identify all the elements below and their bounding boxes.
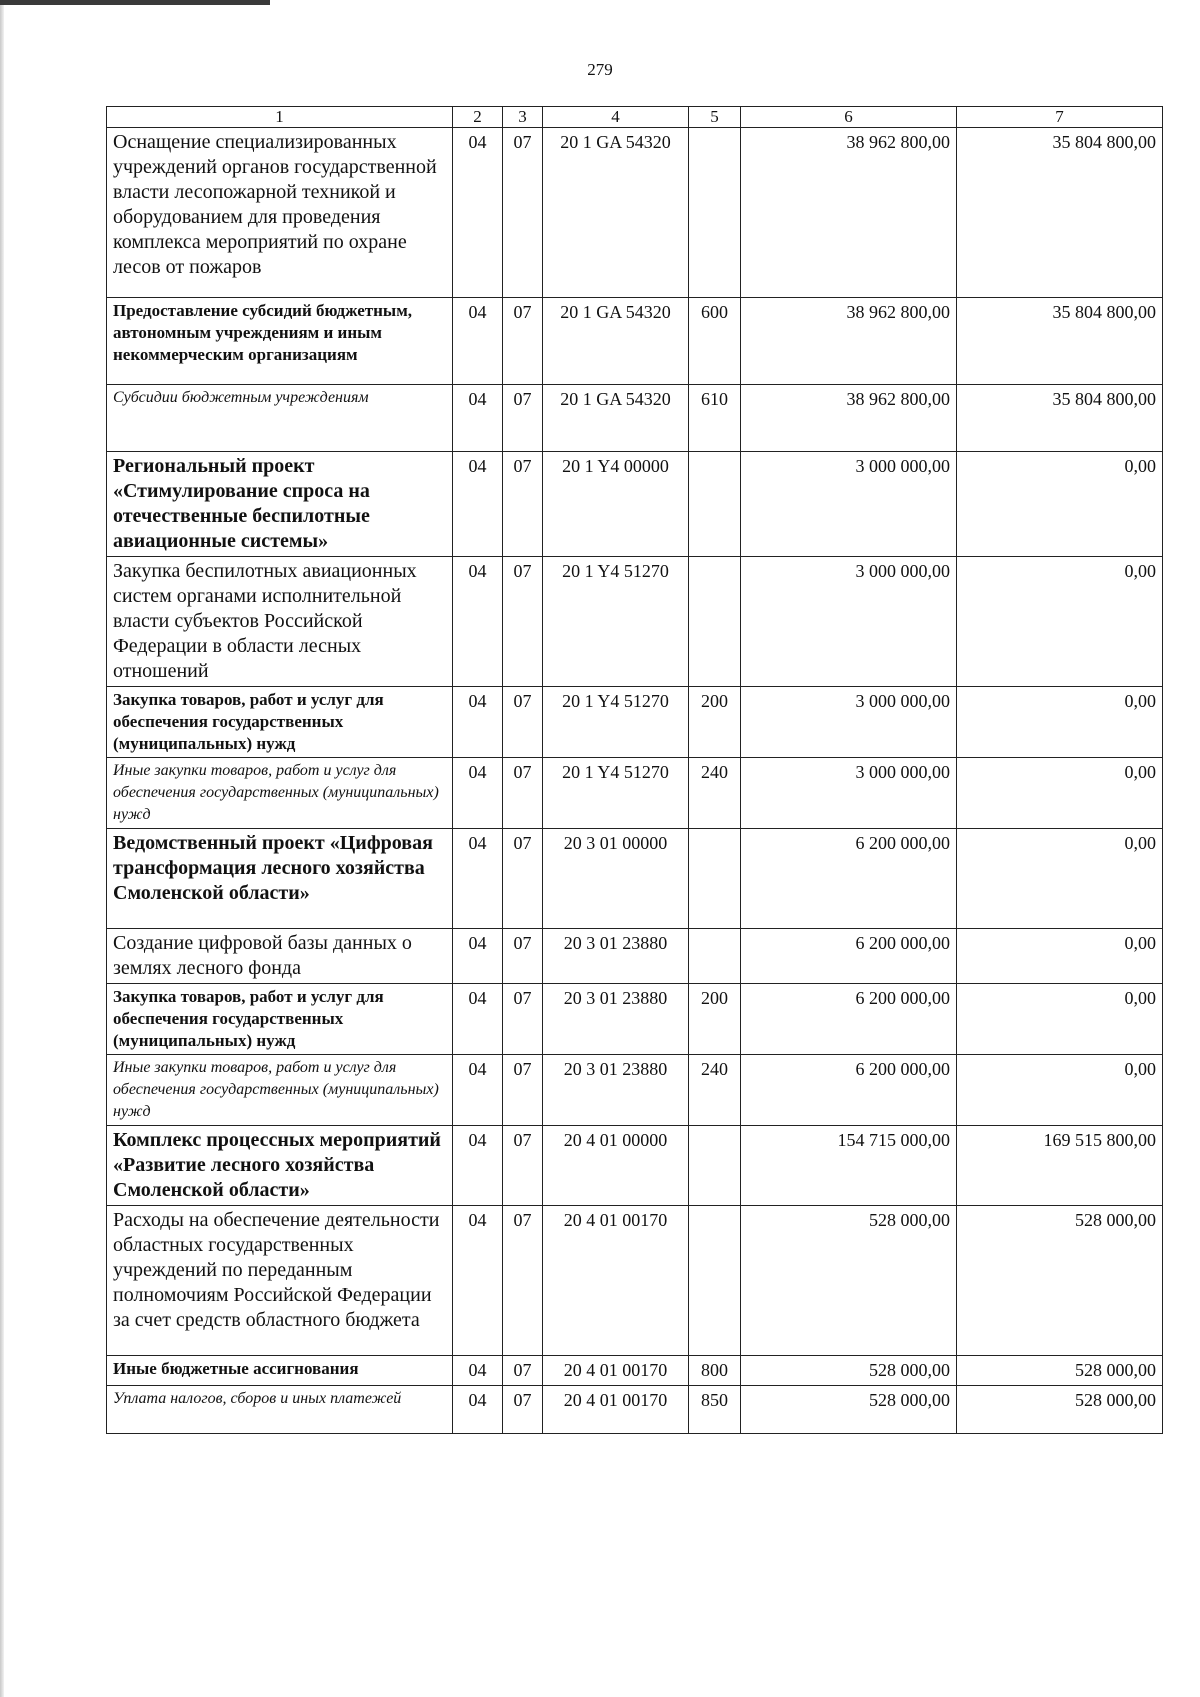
row-amount-col6: 528 000,00 [741,1206,957,1356]
row-expense-type: 850 [689,1386,741,1434]
row-target-article: 20 3 01 23880 [543,984,689,1055]
row-amount-col6: 6 200 000,00 [741,929,957,984]
row-target-article: 20 3 01 23880 [543,1055,689,1126]
row-amount-col7: 0,00 [957,452,1163,557]
row-section: 04 [453,984,503,1055]
row-expense-type: 240 [689,758,741,829]
row-subsection: 07 [503,829,543,929]
row-amount-col6: 3 000 000,00 [741,557,957,687]
row-description: Уплата налогов, сборов и иных платежей [107,1386,453,1434]
table-row [107,128,1163,298]
row-section: 04 [453,687,503,758]
row-expense-type: 200 [689,984,741,1055]
column-header-2: 2 [453,107,503,128]
row-amount-col7: 0,00 [957,758,1163,829]
row-target-article: 20 1 GA 54320 [543,298,689,385]
scan-edge-shadow [0,0,4,1697]
row-target-article: 20 3 01 23880 [543,929,689,984]
row-section: 04 [453,929,503,984]
row-amount-col7: 35 804 800,00 [957,128,1163,298]
row-expense-type: 610 [689,385,741,452]
row-amount-col7: 0,00 [957,687,1163,758]
row-amount-col6: 3 000 000,00 [741,687,957,758]
row-amount-col6: 3 000 000,00 [741,452,957,557]
row-amount-col7: 528 000,00 [957,1386,1163,1434]
column-header-5: 5 [689,107,741,128]
table-row [107,758,1163,829]
page-number: 279 [587,60,613,79]
row-amount-col6: 38 962 800,00 [741,385,957,452]
row-amount-col7: 0,00 [957,984,1163,1055]
table-row [107,829,1163,929]
row-description: Оснащение специализированных учреждений органов государственной власти лесопожарной техникой и оборудованием для проведения комплекса мероприятий по охране лесов от пожаров [107,128,453,298]
row-description: Расходы на обеспечение деятельности областных государственных учреждений по переданным полномочиям Российской Федерации за счет средств областного бюджета [107,1206,453,1356]
row-subsection: 07 [503,687,543,758]
table-row [107,984,1163,1055]
row-amount-col7: 0,00 [957,829,1163,929]
budget-table [106,106,1163,1434]
row-amount-col6: 6 200 000,00 [741,984,957,1055]
row-description: Создание цифровой базы данных о землях лесного фонда [107,929,453,984]
row-subsection: 07 [503,984,543,1055]
row-description: Комплекс процессных мероприятий «Развитие лесного хозяйства Смоленской области» [107,1126,453,1206]
row-target-article: 20 4 01 00170 [543,1356,689,1386]
row-target-article: 20 4 01 00000 [543,1126,689,1206]
column-number-row [107,107,1163,128]
row-description: Закупка беспилотных авиационных систем органами исполнительной власти субъектов Российской Федерации в области лесных отношений [107,557,453,687]
row-section: 04 [453,1386,503,1434]
table-row [107,1055,1163,1126]
row-expense-type [689,128,741,298]
row-amount-col6: 38 962 800,00 [741,128,957,298]
column-header-6: 6 [741,107,957,128]
row-description: Региональный проект «Стимулирование спроса на отечественные беспилотные авиационные системы» [107,452,453,557]
row-amount-col6: 3 000 000,00 [741,758,957,829]
row-amount-col6: 528 000,00 [741,1386,957,1434]
row-target-article: 20 1 Y4 00000 [543,452,689,557]
row-expense-type [689,452,741,557]
row-target-article: 20 1 Y4 51270 [543,687,689,758]
row-target-article: 20 4 01 00170 [543,1206,689,1356]
table-row [107,1206,1163,1356]
row-amount-col7: 0,00 [957,557,1163,687]
row-subsection: 07 [503,128,543,298]
row-description: Иные закупки товаров, работ и услуг для обеспечения государственных (муниципальных) нужд [107,1055,453,1126]
row-expense-type: 800 [689,1356,741,1386]
row-section: 04 [453,1356,503,1386]
table-row [107,557,1163,687]
row-expense-type [689,557,741,687]
table-body [107,107,1163,1434]
table-row [107,452,1163,557]
row-expense-type [689,1206,741,1356]
row-target-article: 20 1 GA 54320 [543,385,689,452]
row-amount-col7: 35 804 800,00 [957,385,1163,452]
row-section: 04 [453,1206,503,1356]
row-subsection: 07 [503,1386,543,1434]
row-subsection: 07 [503,758,543,829]
row-target-article: 20 1 Y4 51270 [543,758,689,829]
column-header-1: 1 [107,107,453,128]
row-section: 04 [453,298,503,385]
row-expense-type: 600 [689,298,741,385]
row-target-article: 20 4 01 00170 [543,1386,689,1434]
table-row [107,687,1163,758]
row-expense-type: 240 [689,1055,741,1126]
row-expense-type [689,829,741,929]
row-description: Закупка товаров, работ и услуг для обеспечения государственных (муниципальных) нужд [107,687,453,758]
scan-corner-mark [0,0,270,5]
row-description: Ведомственный проект «Цифровая трансформация лесного хозяйства Смоленской области» [107,829,453,929]
table-row [107,385,1163,452]
row-subsection: 07 [503,1356,543,1386]
row-description: Иные закупки товаров, работ и услуг для обеспечения государственных (муниципальных) нужд [107,758,453,829]
row-description: Закупка товаров, работ и услуг для обеспечения государственных (муниципальных) нужд [107,984,453,1055]
table-row [107,929,1163,984]
row-amount-col6: 38 962 800,00 [741,298,957,385]
row-target-article: 20 3 01 00000 [543,829,689,929]
row-section: 04 [453,385,503,452]
row-amount-col7: 528 000,00 [957,1206,1163,1356]
table-row [107,298,1163,385]
column-header-7: 7 [957,107,1163,128]
row-subsection: 07 [503,557,543,687]
row-section: 04 [453,758,503,829]
row-amount-col7: 0,00 [957,1055,1163,1126]
row-section: 04 [453,557,503,687]
row-subsection: 07 [503,298,543,385]
row-expense-type [689,929,741,984]
row-amount-col6: 154 715 000,00 [741,1126,957,1206]
row-section: 04 [453,1126,503,1206]
row-description: Субсидии бюджетным учреждениям [107,385,453,452]
table-row [107,1386,1163,1434]
row-expense-type [689,1126,741,1206]
row-subsection: 07 [503,1206,543,1356]
row-expense-type: 200 [689,687,741,758]
row-amount-col6: 6 200 000,00 [741,829,957,929]
row-subsection: 07 [503,929,543,984]
table-row [107,1126,1163,1206]
row-target-article: 20 1 GA 54320 [543,128,689,298]
row-amount-col7: 0,00 [957,929,1163,984]
row-amount-col6: 6 200 000,00 [741,1055,957,1126]
table-row [107,1356,1163,1386]
row-amount-col7: 169 515 800,00 [957,1126,1163,1206]
row-section: 04 [453,829,503,929]
row-subsection: 07 [503,452,543,557]
row-target-article: 20 1 Y4 51270 [543,557,689,687]
row-subsection: 07 [503,385,543,452]
row-amount-col7: 528 000,00 [957,1356,1163,1386]
row-description: Иные бюджетные ассигнования [107,1356,453,1386]
row-section: 04 [453,128,503,298]
row-amount-col6: 528 000,00 [741,1356,957,1386]
row-amount-col7: 35 804 800,00 [957,298,1163,385]
row-section: 04 [453,1055,503,1126]
row-section: 04 [453,452,503,557]
row-subsection: 07 [503,1055,543,1126]
column-header-4: 4 [543,107,689,128]
column-header-3: 3 [503,107,543,128]
row-description: Предоставление субсидий бюджетным, автономным учреждениям и иным некоммерческим организациям [107,298,453,385]
row-subsection: 07 [503,1126,543,1206]
